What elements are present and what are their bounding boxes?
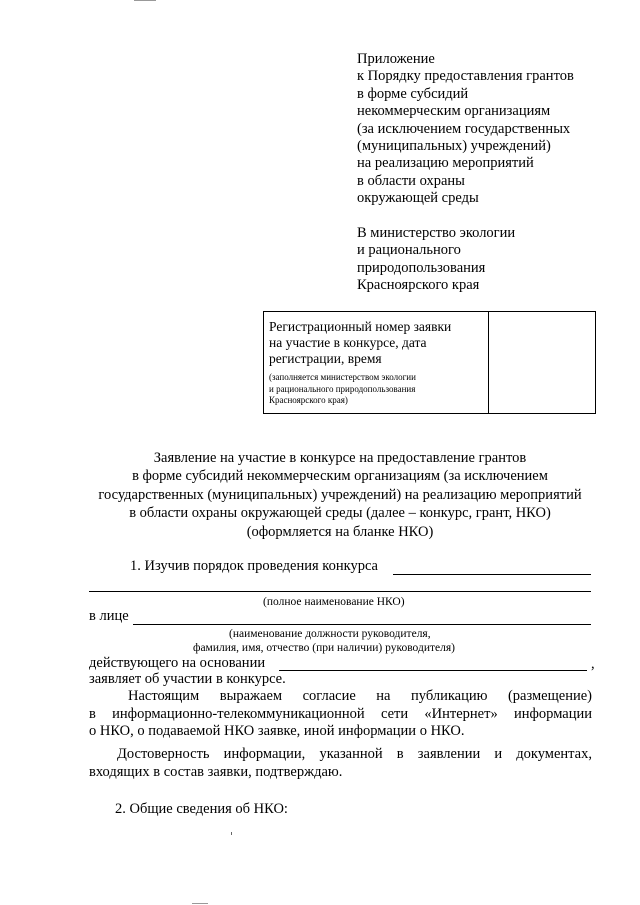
appendix-header (357, 51, 574, 208)
reliability-line1: Достоверность информации, указанной в заявлении и документах, (117, 746, 592, 762)
title-line: государственных (муниципальных) учреждений) на реализацию мероприятий (98, 486, 582, 503)
appendix-line: (муниципальных) учреждений) (357, 138, 551, 155)
section2-heading: 2. Общие сведения об НКО: (115, 801, 288, 817)
title-line: в области охраны окружающей среды (далее – конкурс, грант, НКО) (129, 505, 551, 522)
scan-speck (231, 832, 232, 835)
recipient-line: природопользования (357, 259, 486, 276)
recipient-line: Красноярского края (357, 277, 480, 294)
appendix-line: к Порядку предоставления грантов (357, 68, 574, 85)
registration-note-line: и рационального природопользования (269, 383, 416, 394)
registration-label-line: регистрации, время (269, 351, 382, 366)
reliability-line2: входящих в состав заявки, подтверждаю. (89, 764, 343, 780)
appendix-line: некоммерческим организациям (357, 103, 551, 120)
acting-basis-label: действующего на основании (89, 655, 266, 671)
in-person-label: в лице (89, 608, 129, 624)
appendix-line: на реализацию мероприятий (357, 155, 534, 172)
registration-label-line: Регистрационный номер заявки (269, 319, 452, 334)
registration-label-line: на участие в конкурсе, дата (269, 335, 427, 350)
recipient-block (357, 225, 515, 295)
registration-box (263, 311, 596, 414)
appendix-line: Приложение (357, 51, 435, 67)
head-hint-line2: фамилия, имя, отчество (при наличии) руководителя) (193, 642, 455, 654)
appendix-line: окружающей среды (357, 190, 479, 207)
registration-note-line: (заполняется министерством экологии (269, 372, 416, 382)
declares-participation: заявляет об участии в конкурсе. (89, 671, 286, 687)
scan-bottom-mark (192, 903, 208, 904)
scan-top-mark (134, 0, 156, 1)
registration-label (269, 319, 487, 367)
head-name-field[interactable] (133, 624, 591, 625)
org-name-hint: (полное наименование НКО) (263, 596, 405, 608)
title-line: в форме субсидий некоммерческим организациям (за исключением (132, 468, 548, 485)
consent-line3: о НКО, о подаваемой НКО заявке, иной информации о НКО. (89, 723, 465, 739)
consent-line1: Настоящим выражаем согласие на публикацию (размещение) (128, 688, 592, 704)
section1-intro: 1. Изучив порядок проведения конкурса (130, 558, 378, 574)
appendix-line: в области охраны (357, 172, 465, 189)
contest-name-field[interactable] (393, 574, 591, 575)
appendix-line: (за исключением государственных (357, 120, 571, 137)
basis-field[interactable] (279, 670, 587, 671)
appendix-line: в форме субсидий (357, 85, 469, 102)
document-title (80, 449, 600, 541)
org-name-field[interactable] (89, 591, 591, 592)
registration-note-line: Красноярского края) (269, 395, 348, 405)
recipient-line: В министерство экологии (357, 225, 516, 241)
head-hint-line1: (наименование должности руководителя, (229, 628, 431, 640)
consent-line2: в информационно-телекоммуникационной сети «Интернет» информации (89, 706, 592, 722)
basis-comma: , (591, 656, 595, 672)
registration-value-cell[interactable] (494, 320, 589, 405)
title-line: Заявление на участие в конкурсе на предоставление грантов (153, 450, 527, 466)
recipient-line: и рационального (357, 242, 461, 259)
title-line: (оформляется на бланке НКО) (246, 523, 434, 540)
registration-divider (488, 312, 489, 413)
registration-note (269, 372, 487, 407)
